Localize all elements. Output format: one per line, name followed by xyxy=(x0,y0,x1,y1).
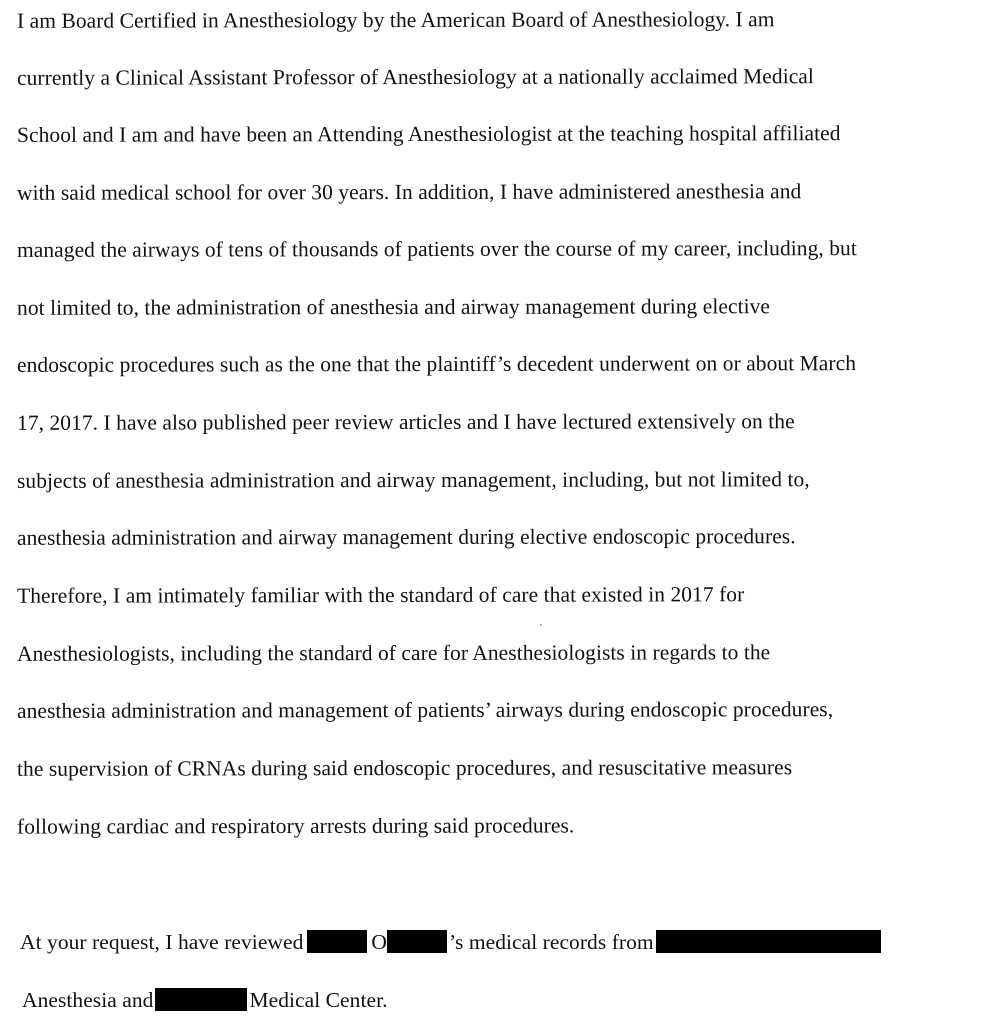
paragraph-line: currently a Clinical Assistant Professor of Anesthesiology at a nationally acclaimed Medical xyxy=(16,64,814,90)
scan-speck xyxy=(540,624,542,626)
paragraph-line: not limited to, the administration of anesthesia and airway management during elective xyxy=(16,294,771,320)
paragraph-line: managed the airways of tens of thousands of patients over the course of my career, including, but xyxy=(16,236,857,262)
paragraph-line: following cardiac and respiratory arrests during said procedures. xyxy=(16,813,575,839)
records-review-text: At your request, I have reviewed xyxy=(20,930,304,954)
paragraph-line: Anesthesiologists, including the standard of care for Anesthesiologists in regards to the xyxy=(16,640,771,666)
redaction-block xyxy=(307,930,367,953)
paragraph-line: the supervision of CRNAs during said endoscopic procedures, and resuscitative measures xyxy=(16,755,793,781)
paragraph-line: anesthesia administration and management of patients’ airways during endoscopic procedures, xyxy=(16,697,834,723)
paragraph-line: anesthesia administration and airway management during elective endoscopic procedures. xyxy=(16,524,796,550)
records-review-line xyxy=(22,987,388,1013)
records-review-text: Anesthesia and xyxy=(22,988,154,1012)
redaction-block xyxy=(387,930,447,953)
paragraph-line: endoscopic procedures such as the one that the plaintiff’s decedent underwent on or about March xyxy=(16,351,857,377)
paragraph-line: School and I am and have been an Attending Anesthesiologist at the teaching hospital affiliated xyxy=(16,121,841,147)
records-review-text: Medical Center. xyxy=(249,988,388,1012)
records-review-line xyxy=(20,929,881,955)
records-review-text: ’s medical records from xyxy=(448,930,654,954)
paragraph-line: with said medical school for over 30 years. In addition, I have administered anesthesia and xyxy=(16,179,802,205)
redaction-block xyxy=(656,930,881,953)
paragraph-line: Therefore, I am intimately familiar with the standard of care that existed in 2017 for xyxy=(16,582,745,608)
paragraph-line: subjects of anesthesia administration and airway management, including, but not limited to, xyxy=(16,467,810,493)
redaction-block xyxy=(155,988,247,1011)
records-review-text: O xyxy=(371,930,387,954)
paragraph-line: I am Board Certified in Anesthesiology by the American Board of Anesthesiology. I am xyxy=(16,7,775,33)
paragraph-line: 17, 2017. I have also published peer review articles and I have lectured extensively on the xyxy=(16,409,795,435)
